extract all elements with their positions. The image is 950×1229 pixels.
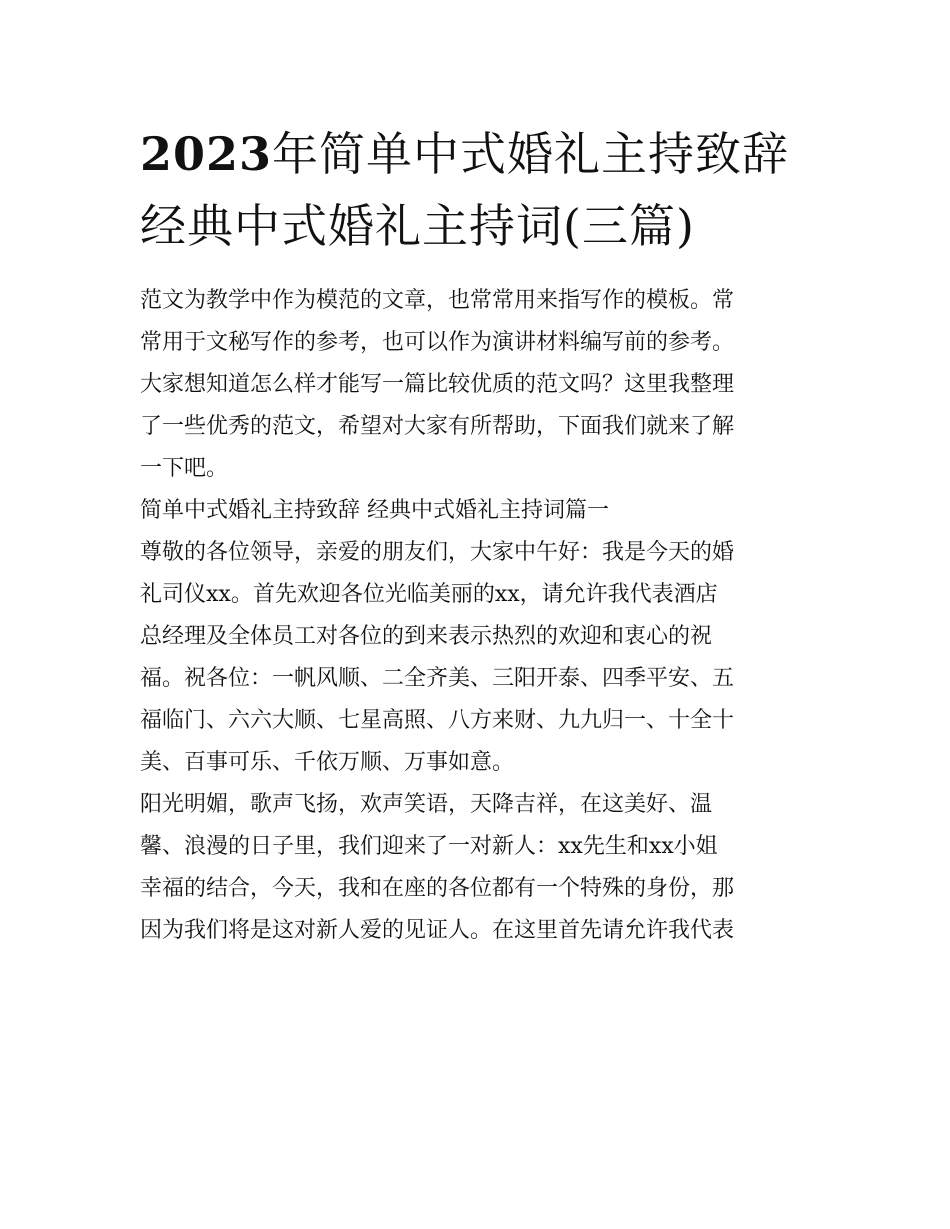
greeting-line-3: 总经理及全体员工对各位的到来表示热烈的欢迎和衷心的祝 [140, 624, 713, 649]
title-year: 2023 [140, 127, 273, 181]
greeting-line-2: 礼司仪xx。首先欢迎各位光临美丽的xx，请允许我代表酒店 [140, 582, 718, 607]
intro-line-5: 一下吧。 [140, 456, 229, 481]
intro-line-4: 了一些优秀的范文，希望对大家有所帮助，下面我们就来了解 [140, 414, 735, 439]
document-body [140, 280, 830, 952]
greeting-line-1: 尊敬的各位领导，亲爱的朋友们，大家中午好：我是今天的婚 [140, 540, 735, 565]
intro-line-1: 范文为教学中作为模范的文章，也常常用来指写作的模板。常 [140, 288, 735, 313]
intro-line-3: 大家想知道怎么样才能写一篇比较优质的范文吗？这里我整理 [140, 372, 735, 397]
title-line2-text: 经典中式婚礼主持词(三篇) [140, 199, 695, 253]
intro-line-2: 常用于文秘写作的参考，也可以作为演讲材料编写前的参考。 [140, 330, 735, 355]
greeting-line-6: 美、百事可乐、千依万顺、万事如意。 [140, 750, 515, 775]
paragraph-line-1: 阳光明媚，歌声飞扬，欢声笑语，天降吉祥，在这美好、温 [140, 792, 713, 817]
paragraph-line-3: 幸福的结合，今天，我和在座的各位都有一个特殊的身份，那 [140, 876, 735, 901]
paragraph-line-4: 因为我们将是这对新人爱的见证人。在这里首先请允许我代表 [140, 918, 735, 943]
section-heading: 简单中式婚礼主持致辞 经典中式婚礼主持词篇一 [140, 498, 609, 523]
greeting-line-4: 福。祝各位：一帆风顺、二全齐美、三阳开泰、四季平安、五 [140, 666, 735, 691]
greeting-line-5: 福临门、六六大顺、七星高照、八方来财、九九归一、十全十 [140, 708, 735, 733]
paragraph-line-2: 馨、浪漫的日子里，我们迎来了一对新人：xx先生和xx小姐 [140, 834, 718, 859]
document-title [140, 118, 820, 262]
title-line1-text: 年简单中式婚礼主持致辞 [272, 127, 790, 181]
